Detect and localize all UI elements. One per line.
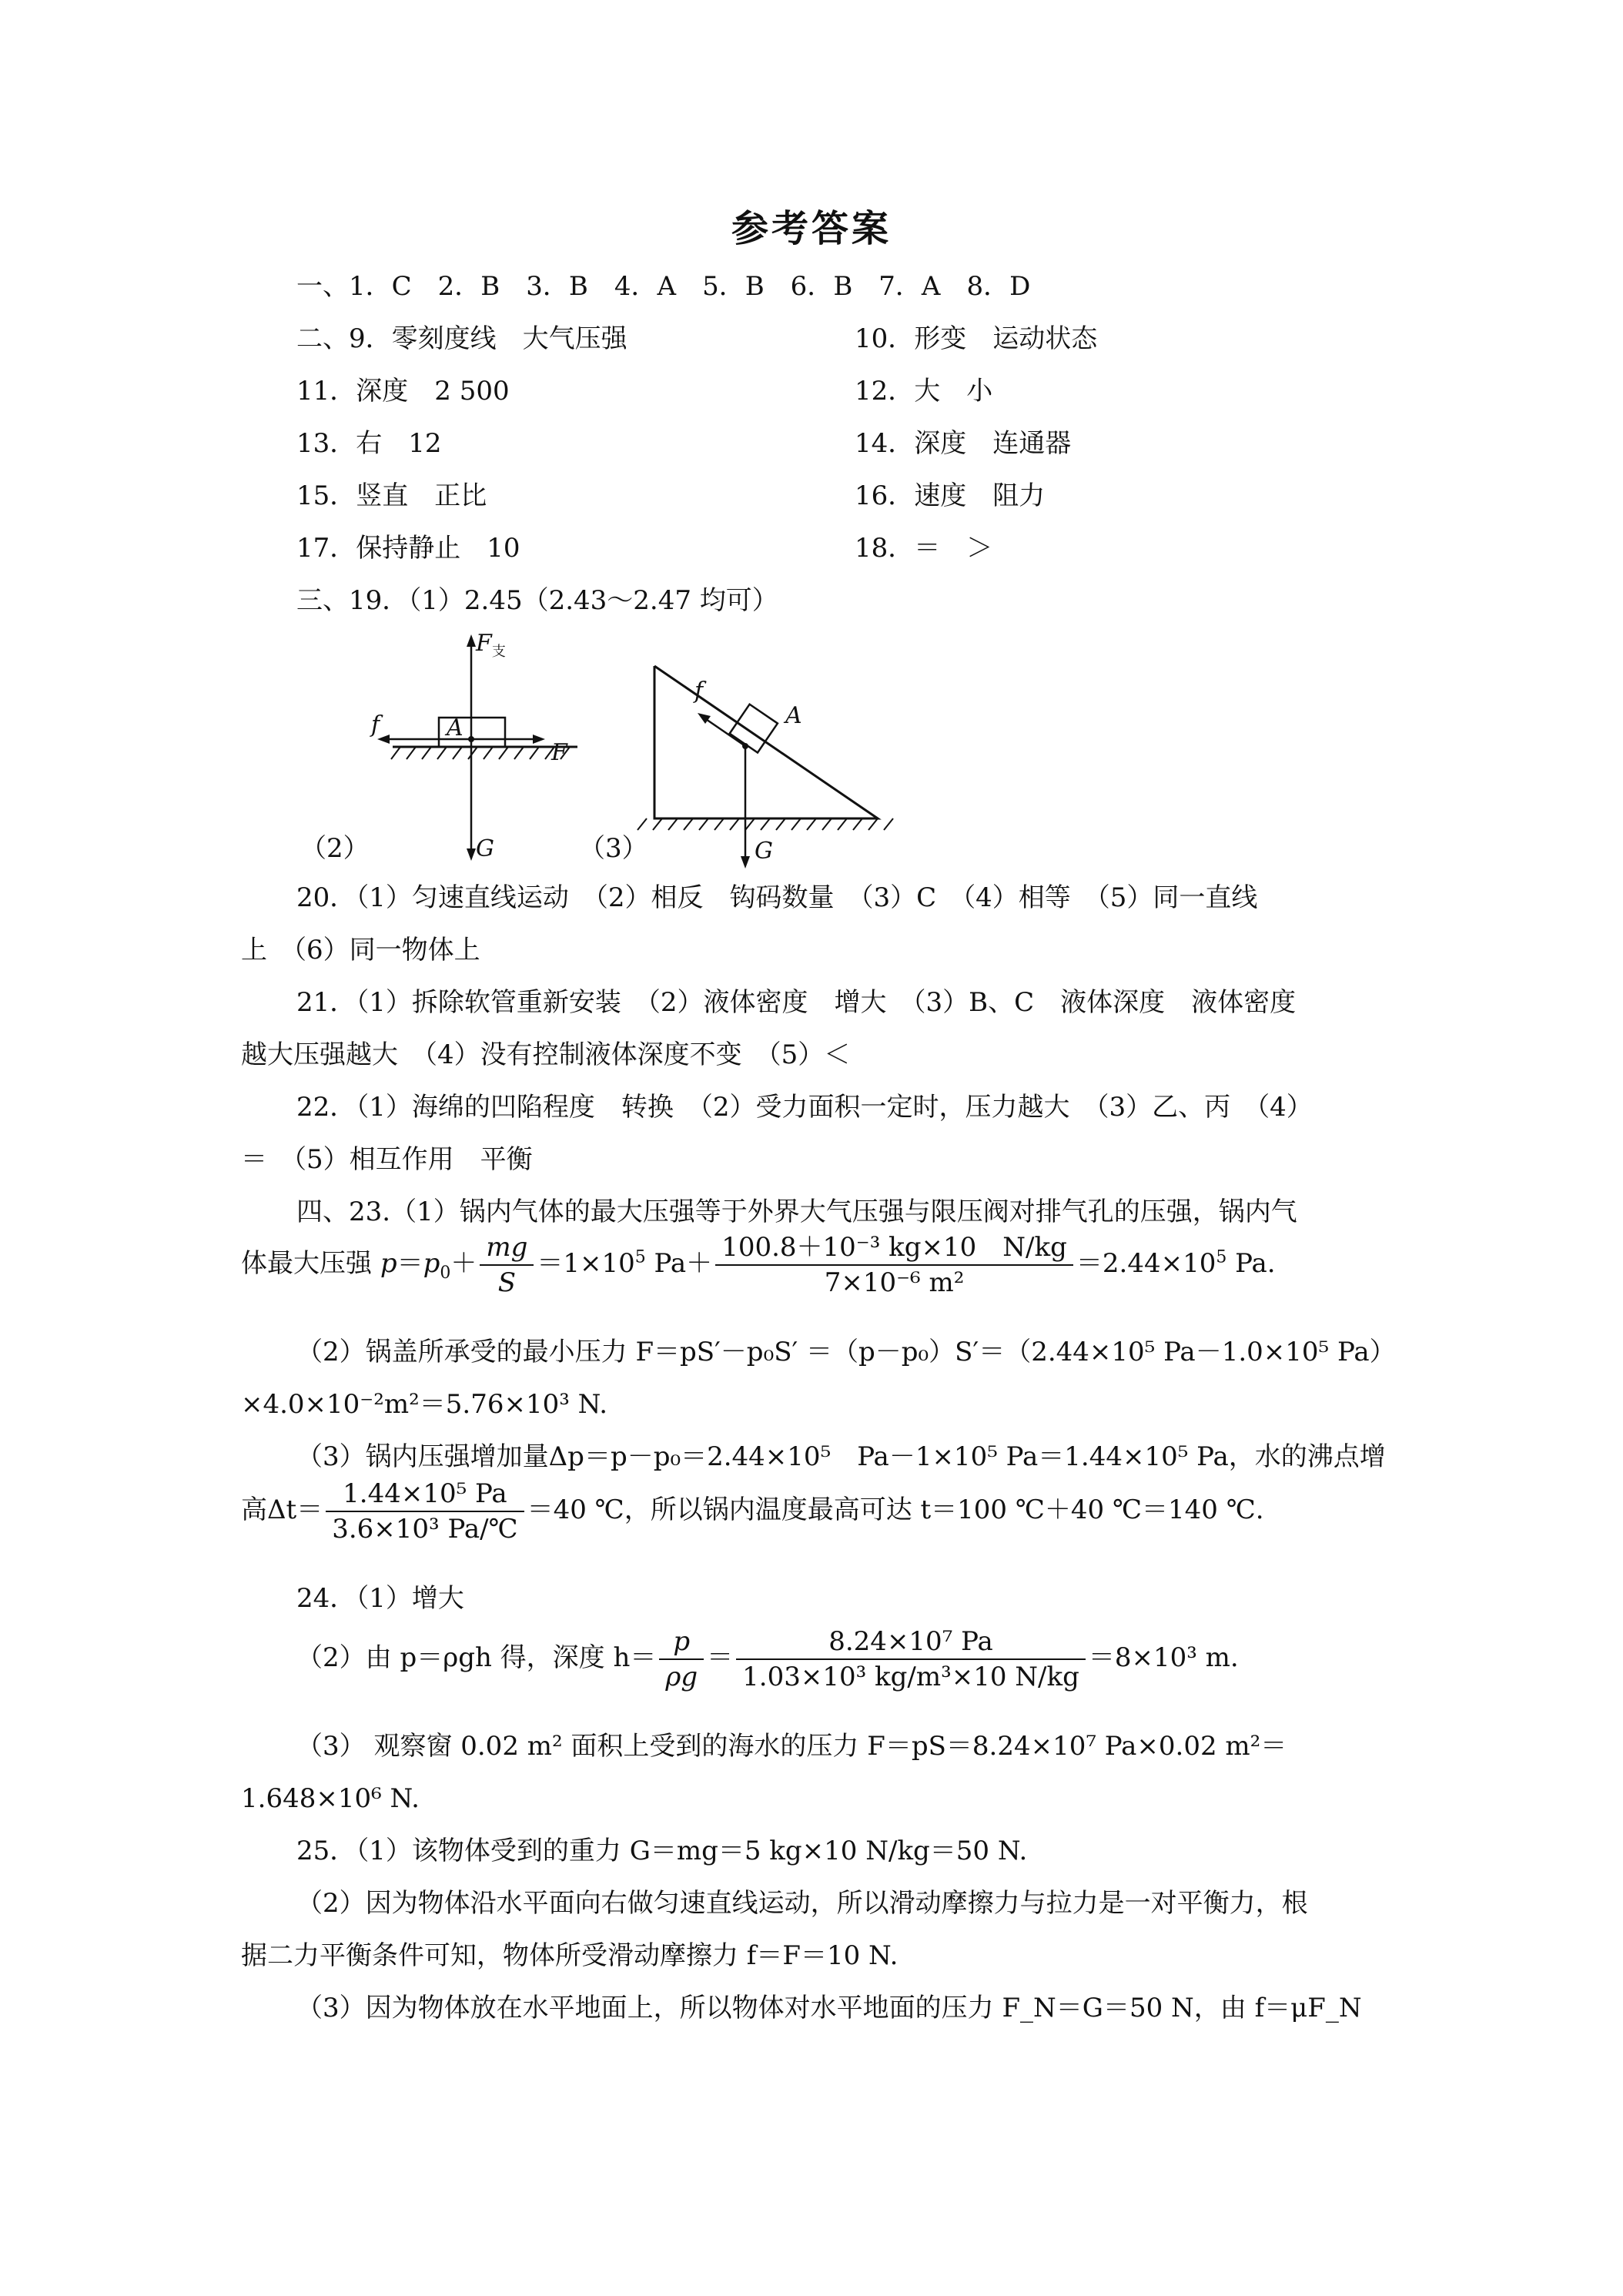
answer-23-line-3: （2）锅盖所承受的最小压力 F＝pS′－p₀S′ ＝（p－p₀）S′＝（2.44×10⁵ Pa－1.0×10⁵ Pa）	[296, 1337, 1396, 1367]
answer-13: 13．右 12	[296, 428, 442, 459]
answer-23-line-5: （3）锅内压强增加量Δp＝p－p₀＝2.44×10⁵ Pa－1×10⁵ Pa＝1.44×10⁵ Pa，水的沸点增	[296, 1441, 1386, 1472]
label-pull-force: F	[551, 739, 567, 766]
answer-25-line-4: （3）因为物体放在水平地面上，所以物体对水平地面的压力 F_N＝G＝50 N，由 f＝μF_N	[296, 1993, 1362, 2023]
label-f-support: $F_支$	[476, 630, 506, 660]
answer-9: 二、9．零刻度线 大气压强	[296, 323, 627, 354]
answer-24-line-3: （3） 观察窗 0.02 m² 面积上受到的海水的压力 F＝pS＝8.24×10⁷ Pa×0.02 m²＝	[296, 1731, 1287, 1762]
label-friction-3: f	[694, 678, 704, 705]
answer-10: 10．形变 运动状态	[855, 323, 1098, 354]
label-gravity-2: G	[476, 835, 494, 862]
answer-23-line-6: 高Δt＝ $\frac{\text{1.44×10⁵ Pa}}{\text{3.6×10³ Pa/℃}}$ ＝40 ℃，所以锅内温度最高可达 t＝100 ℃＋40 ℃＝140 ℃.	[241, 1478, 1264, 1545]
answer-25-line-1: 25．（1）该物体受到的重力 G＝mg＝5 kg×10 N/kg＝50 N.	[296, 1836, 1028, 1866]
answer-12: 12．大 小	[855, 376, 993, 407]
page-title: 参考答案	[731, 207, 892, 250]
answer-18: 18．＝ ＞	[855, 533, 993, 564]
answer-25-line-2: （2）因为物体沿水平面向右做匀速直线运动，所以滑动摩擦力与拉力是一对平衡力，根	[296, 1888, 1308, 1919]
answer-20-line-2: 上 （6）同一物体上	[241, 935, 480, 966]
answer-23-line-4: ×4.0×10⁻²m²＝5.76×10³ N.	[241, 1389, 608, 1420]
answer-20-line-1: 20．（1）匀速直线运动 （2）相反 钩码数量 （3）C （4）相等 （5）同一直线	[296, 882, 1258, 913]
answer-24-line-1: 24．（1）增大	[296, 1583, 464, 1614]
answer-19: 三、19．（1）2.45（2.43～2.47 均可）	[296, 585, 778, 616]
answer-22-line-2: ＝ （5）相互作用 平衡	[241, 1144, 533, 1175]
label-gravity-3: G	[755, 838, 773, 865]
answer-23-line-1: 四、23.（1）锅内气体的最大压强等于外界大气压强与限压阀对排气孔的压强，锅内气	[296, 1197, 1297, 1227]
answer-11: 11．深度 2 500	[296, 376, 510, 407]
answer-21-line-1: 21．（1）拆除软管重新安装 （2）液体密度 增大 （3）B、C 液体深度 液体密度	[296, 987, 1297, 1018]
label-block-a-2: A	[447, 715, 463, 741]
section-1-answers: 一、1．C 2．B 3．B 4．A 5．B 6．B 7．A 8．D	[296, 271, 1031, 302]
label-block-a-3: A	[785, 702, 802, 729]
answer-23-line-2: 体最大压强 $p=p_0+$ $\frac{mg}{S}$ $=1\times 10^5$ Pa＋ $\frac{\text{100.8＋10⁻³ kg×10 N/kg}}{\text{7×10⁻⁶ m²}}$ $=2.44\times 10^5$ Pa.	[241, 1232, 1276, 1298]
figure-2-tag: （2）	[300, 833, 370, 864]
label-friction-2: f	[371, 711, 380, 738]
answer-16: 16．速度 阻力	[855, 480, 1046, 511]
answer-24-line-2: （2）由 p＝ρgh 得，深度 h＝ $\frac{p}{\rho g}$ ＝ $\frac{\text{8.24×10⁷ Pa}}{\text{1.03×10³ kg/m³×10 N/kg}}$ ＝8×10³ m.	[296, 1626, 1239, 1692]
answer-25-line-3: 据二力平衡条件可知，物体所受滑动摩擦力 f＝F＝10 N.	[241, 1940, 899, 1971]
answer-14: 14．深度 连通器	[855, 428, 1072, 459]
figure-3-tag: （3）	[579, 833, 648, 864]
answer-15: 15．竖直 正比	[296, 480, 487, 511]
answer-24-line-4: 1.648×10⁶ N.	[241, 1783, 420, 1814]
answer-17: 17．保持静止 10	[296, 533, 520, 564]
answer-21-line-2: 越大压强越大 （4）没有控制液体深度不变 （5）＜	[241, 1039, 851, 1070]
answer-22-line-1: 22．（1）海绵的凹陷程度 转换 （2）受力面积一定时，压力越大 （3）乙、丙 （4）	[296, 1092, 1313, 1123]
